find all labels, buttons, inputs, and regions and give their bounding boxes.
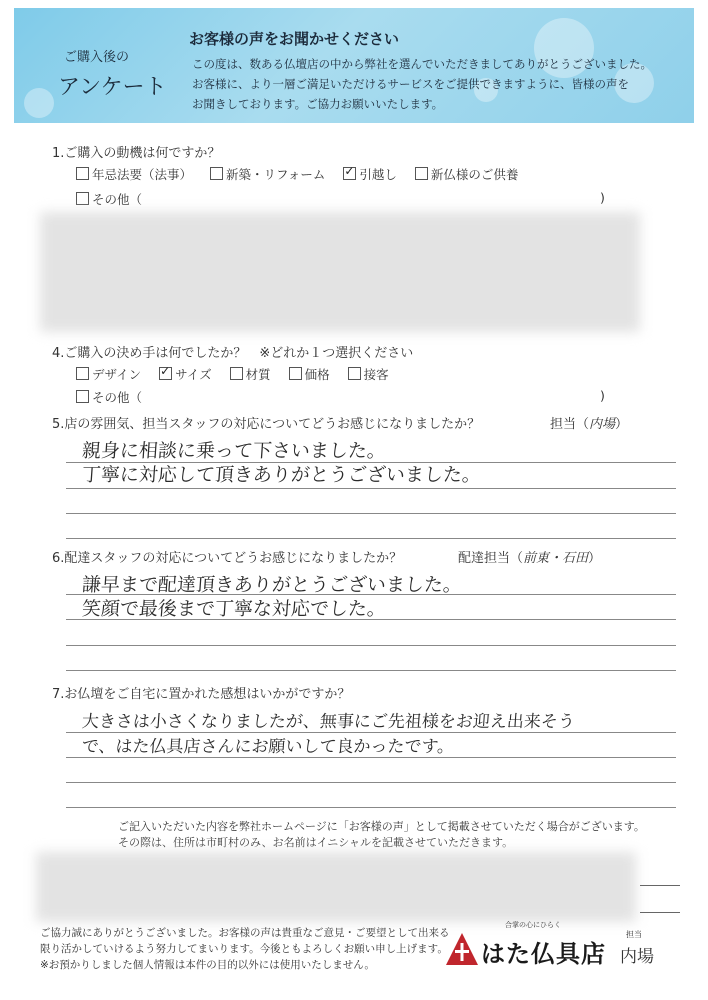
q6-answer-line: 笑顔で最後まで丁寧な対応でした。 xyxy=(81,598,387,620)
redacted-region xyxy=(40,212,640,332)
q7-answer-line: で、はた仏具店さんにお願いして良かったです。 xyxy=(81,737,455,757)
tantou-signature: 内場 xyxy=(620,947,654,967)
footer-line: ※お預かりしました個人情報は本件の目的以外には使用いたしません。 xyxy=(40,959,375,971)
question-4-other[interactable]: その他（ xyxy=(76,388,142,406)
staff-name: 内場 xyxy=(589,417,616,432)
redacted-region xyxy=(36,852,636,922)
survey-header-banner xyxy=(14,8,694,123)
question-1-label: 1.ご購入の動機は何ですか？ xyxy=(52,146,221,161)
question-4-label: 4.ご購入の決め手は何でしたか？ ※どれか１つ選択ください xyxy=(52,346,414,361)
q6-staff-field: 配達担当（前東・石田） xyxy=(458,551,602,566)
question-6-label: 6.配達スタッフの対応についてどうお感じになりましたか？ xyxy=(52,551,403,566)
checkbox-icon[interactable] xyxy=(76,167,89,180)
checkbox-icon[interactable] xyxy=(210,167,223,180)
notice-line: ご記入いただいた内容を弊社ホームページに「お客様の声」として掲載させていただく場合がございます。 xyxy=(118,820,645,833)
option-nenki-houyou[interactable]: 年忌法要（法事） xyxy=(76,165,192,183)
question-1-options xyxy=(76,165,532,183)
tantou-label: 担当 xyxy=(626,930,642,939)
footer-line: 限り活かしていけるよう努力してまいります。今後ともよろしくお願い申し上げます。 xyxy=(40,943,448,955)
checkbox-checked-icon[interactable] xyxy=(159,367,172,380)
option-kakaku[interactable]: 価格 xyxy=(289,365,330,383)
logo-tagline: 合掌の心にひらく xyxy=(505,921,561,929)
paren-close: ) xyxy=(600,388,605,403)
answer-rule xyxy=(66,538,676,539)
checkbox-checked-icon[interactable] xyxy=(343,167,356,180)
header-subtitle: ご購入後の xyxy=(64,50,130,65)
option-shinbutsu[interactable]: 新仏様のご供養 xyxy=(415,165,519,183)
option-hikkoshi[interactable]: ✓ 引越し xyxy=(343,165,397,183)
field-rule xyxy=(640,912,680,913)
checkbox-icon[interactable] xyxy=(76,390,89,403)
logo-mark-icon xyxy=(445,932,479,966)
q6-answer-line: 謙早まで配達頂きありがとうございました。 xyxy=(81,574,463,596)
answer-rule xyxy=(66,782,676,783)
checkbox-icon[interactable] xyxy=(415,167,428,180)
header-heading: お客様の声をお聞かせください xyxy=(189,30,400,48)
checkbox-icon[interactable] xyxy=(76,367,89,380)
header-intro-line: お客様に、より一層ご満足いただけるサービスをご提供できますように、皆様の声を xyxy=(192,77,629,91)
question-5-label: 5.店の雰囲気、担当スタッフの対応についてどうお感じになりましたか？ xyxy=(52,417,481,432)
answer-rule xyxy=(66,757,676,758)
option-size[interactable]: ✓ サイズ xyxy=(159,365,212,383)
checkbox-icon[interactable] xyxy=(289,367,302,380)
checkbox-icon[interactable] xyxy=(76,192,89,205)
field-rule xyxy=(640,885,680,886)
q5-staff-field: 担当（内場） xyxy=(550,417,629,432)
header-intro-line: お聞きしております。ご協力お願いいたします。 xyxy=(192,97,444,111)
answer-rule xyxy=(66,670,676,671)
paren-close: ) xyxy=(600,190,605,205)
footer-line: ご協力誠にありがとうございました。お客様の声は貴重なご意見・ご要望として出来る xyxy=(40,927,450,939)
question-4-options xyxy=(76,365,403,383)
answer-rule xyxy=(66,807,676,808)
logo-name: はた仏具店 xyxy=(481,940,606,968)
option-shinchiku[interactable]: 新築・リフォーム xyxy=(210,165,325,183)
staff-name: 前東・石田 xyxy=(523,551,589,566)
header-intro-line: この度は、数ある仏壇店の中から弊社を選んでいただきましてありがとうございました。 xyxy=(192,57,652,71)
option-sekkyaku[interactable]: 接客 xyxy=(348,365,389,383)
answer-rule xyxy=(66,645,676,646)
checkbox-icon[interactable] xyxy=(348,367,361,380)
answer-rule xyxy=(66,488,676,489)
q7-answer-line: 大きさは小さくなりましたが、無事にご先祖様をお迎え出来そう xyxy=(81,712,576,732)
header-title: アンケート xyxy=(58,75,167,100)
company-logo xyxy=(445,920,615,970)
question-1-other[interactable]: その他（ xyxy=(76,190,142,208)
q5-answer-line: 丁寧に対応して頂きありがとうございました。 xyxy=(81,464,482,486)
option-zaishitsu[interactable]: 材質 xyxy=(230,365,271,383)
q5-answer-line: 親身に相談に乗って下さいました。 xyxy=(81,440,387,462)
notice-line: その際は、住所は市町村のみ、お名前はイニシャルを記載させていただきます。 xyxy=(118,836,514,849)
option-design[interactable]: デザイン xyxy=(76,365,141,383)
question-7-label: 7.お仏壇をご自宅に置かれた感想はいかがですか？ xyxy=(52,687,351,702)
answer-rule xyxy=(66,513,676,514)
checkbox-icon[interactable] xyxy=(230,367,243,380)
